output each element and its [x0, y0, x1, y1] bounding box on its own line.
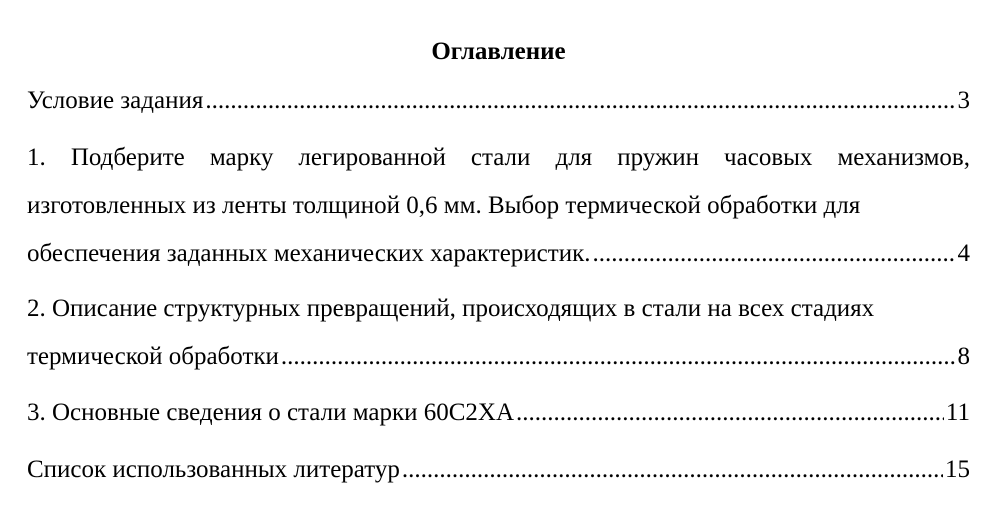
dot-leader: [592, 230, 955, 278]
toc-entry[interactable]: [27, 285, 970, 381]
toc-entry-text: Условие задания: [27, 87, 204, 114]
page-number: 15: [945, 456, 970, 483]
toc-entry[interactable]: [27, 77, 970, 125]
toc-entry-text: Список использованных литератур: [27, 456, 400, 483]
toc-entry[interactable]: [27, 446, 970, 494]
toc-entry[interactable]: [27, 134, 970, 278]
page-number: 11: [945, 399, 970, 426]
toc-entry-text-last: обеспечения заданных механических характеристик.: [27, 240, 591, 267]
toc-entry-line: [27, 389, 970, 437]
page-number: 4: [957, 240, 970, 267]
page-number: 3: [957, 87, 970, 114]
page-number: 8: [957, 343, 970, 370]
toc-entry-text-last: термической обработки: [27, 343, 279, 370]
dot-leader: [205, 77, 955, 125]
dot-leader: [402, 446, 943, 494]
toc-entry[interactable]: [27, 389, 970, 437]
toc-title: Оглавление: [431, 38, 566, 65]
toc-entry-text: 3. Основные сведения о стали марки 60С2ХА: [27, 399, 514, 426]
toc-entry-line: [27, 230, 970, 278]
toc-entry-text: 1. Подберите марку легированной стали для пружин часовых механизмов, изготовленных из ленты толщиной 0,6 мм. Выбор термической обработки для: [27, 144, 970, 219]
toc-entry-line: [27, 77, 970, 125]
toc-entry-text: 2. Описание структурных превращений, происходящих в стали на всех стадиях: [27, 295, 875, 322]
toc-entry-line: [27, 446, 970, 494]
dot-leader: [516, 389, 944, 437]
dot-leader: [281, 333, 956, 381]
toc-entry-line: [27, 333, 970, 381]
